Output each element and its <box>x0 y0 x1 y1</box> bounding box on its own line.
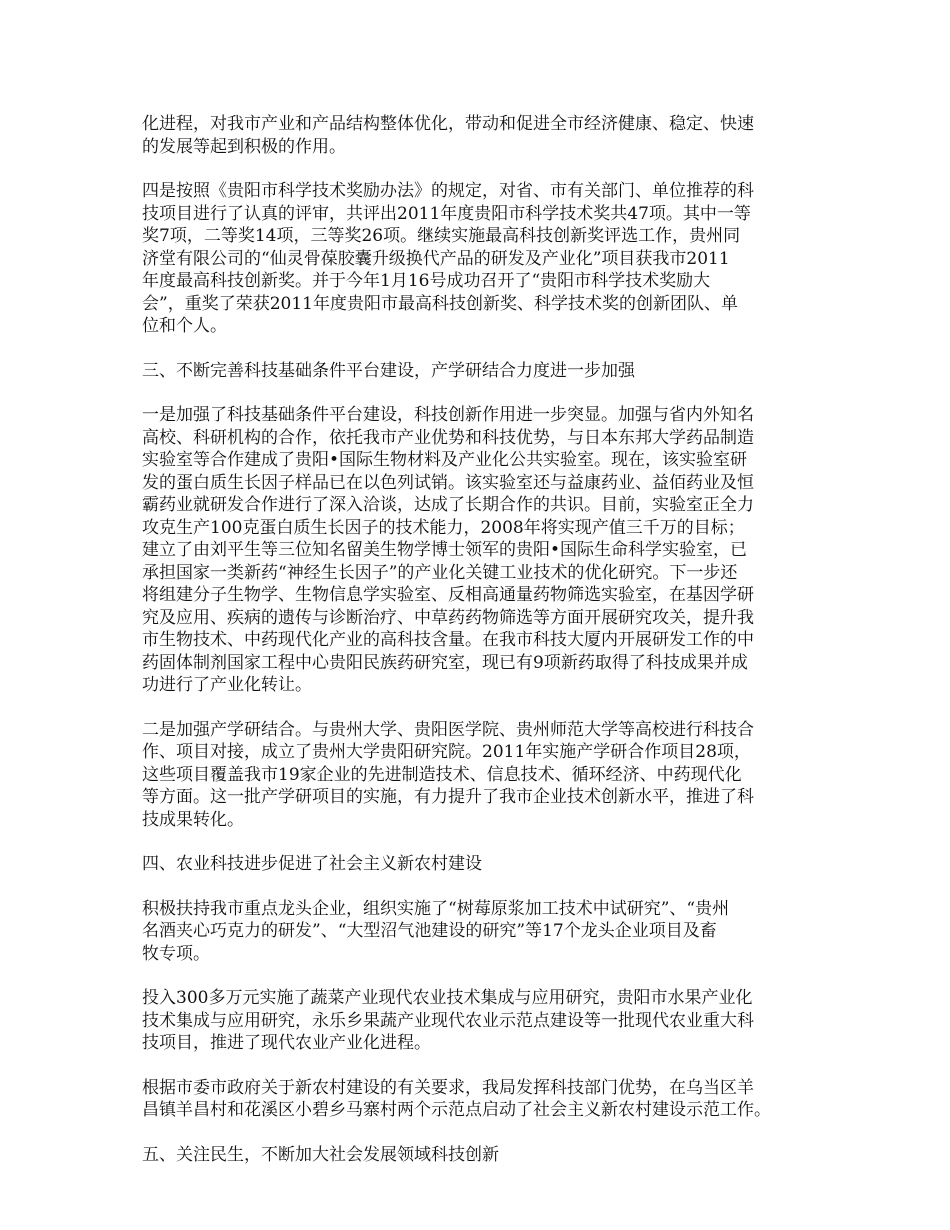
text-line: 积极扶持我市重点龙头企业，组织实施了“树莓原浆加工技术中试研究”、“贵州 <box>142 898 730 919</box>
text-line: 作、项目对接，成立了贵州大学贵阳研究院。2011年实施产学研合作项目28项， <box>142 742 751 762</box>
text-line: 技术集成与应用研究，永乐乡果蔬产业现代农业示范点建设等一批现代农业重大科 <box>142 1010 754 1031</box>
text-line: 实验室等合作建成了贵阳•国际生物材料及产业化公共实验室。现在，该实验室研 <box>142 450 748 470</box>
text-line: 技成果转化。 <box>142 809 244 830</box>
text-line: 技项目，推进了现代农业产业化进程。 <box>142 1033 431 1053</box>
paragraph <box>142 180 832 338</box>
text-line: 奖7项，二等奖14项，三等奖26项。继续实施最高科技创新奖评选工作，贵州同 <box>142 226 741 246</box>
text-line: 药固体制剂国家工程中心贵阳民族药研究室，现已有9项新药取得了科技成果并成 <box>142 652 748 673</box>
paragraph <box>142 1077 832 1122</box>
text-line: 等方面。这一批产学研项目的实施，有力提升了我市企业技术创新水平，推进了科 <box>142 787 754 807</box>
text-line: 化进程，对我市产业和产品结构整体优化，带动和促进全市经济健康、稳定、快速 <box>142 114 754 134</box>
text-line: 四是按照《贵阳市科学技术奖励办法》的规定，对省、市有关部门、单位推荐的科 <box>142 181 754 201</box>
text-line: 牧专项。 <box>142 943 210 964</box>
text-line: 将组建分子生物学、生物信息学实验室、反相高通量药物筛选实验室，在基因学研 <box>142 585 754 605</box>
paragraph <box>142 987 832 1055</box>
paragraph <box>142 113 832 158</box>
text-line: 承担国家一类新药“神经生长因子”的产业化关键工业技术的优化研究。下一步还 <box>142 562 738 583</box>
paragraph <box>142 719 832 832</box>
paragraph <box>142 404 832 697</box>
text-line: 昌镇羊昌村和花溪区小碧乡马寨村两个示范点启动了社会主义新农村建设示范工作。 <box>142 1100 771 1120</box>
text-line: 五、关注民生，不断加大社会发展领域科技创新 <box>142 1144 499 1165</box>
text-line: 攻克生产100克蛋白质生长因子的技术能力，2008年将实现产值三千万的目标； <box>142 517 745 538</box>
section-heading <box>142 360 832 383</box>
text-line: 位和个人。 <box>142 316 227 336</box>
section-heading <box>142 1144 832 1167</box>
text-line: 二是加强产学研结合。与贵州大学、贵阳医学院、贵州师范大学等高校进行科技合 <box>142 719 754 740</box>
text-line: 这些项目覆盖我市19家企业的先进制造技术、信息技术、循环经济、中药现代化 <box>142 764 742 785</box>
text-line: 一是加强了科技基础条件平台建设，科技创新作用进一步突显。加强与省内外知名 <box>142 405 754 425</box>
text-line: 究及应用、疾病的遗传与诊断治疗、中草药药物筛选等方面开展研究攻关，提升我 <box>142 607 754 628</box>
text-line: 会”，重奖了荣获2011年度贵阳市最高科技创新奖、科学技术奖的创新团队、单 <box>142 293 738 314</box>
text-line: 建立了由刘平生等三位知名留美生物学博士领军的贵阳•国际生命科学实验室，已 <box>142 540 748 560</box>
paragraph <box>142 898 832 966</box>
text-line: 霸药业就研发合作进行了深入洽谈，达成了长期合作的共识。目前，实验室正全力 <box>142 495 754 515</box>
text-line: 投入300多万元实施了蔬菜产业现代农业技术集成与应用研究，贵阳市水果产业化 <box>142 988 753 1008</box>
text-line: 高校、科研机构的合作，依托我市产业优势和科技优势，与日本东邦大学药品制造 <box>142 427 754 448</box>
text-line: 三、不断完善科技基础条件平台建设，产学研结合力度进一步加强 <box>142 360 635 381</box>
text-line: 济堂有限公司的“仙灵骨葆胶囊升级换代产品的研发及产业化”项目获我市2011 <box>142 248 730 269</box>
text-line: 年度最高科技创新奖。并于今年1月16号成功召开了“贵阳市科学技术奖励大 <box>142 271 711 291</box>
text-line: 技项目进行了认真的评审，共评出2011年度贵阳市科学技术奖共47项。其中一等 <box>142 203 751 224</box>
section-heading <box>142 853 832 876</box>
text-line: 发的蛋白质生长因子样品已在以色列试销。该实验室还与益康药业、益佰药业及恒 <box>142 472 754 493</box>
text-line: 的发展等起到积极的作用。 <box>142 136 346 157</box>
text-line: 市生物技术、中药现代化产业的高科技含量。在我市科技大厦内开展研发工作的中 <box>142 630 754 650</box>
text-line: 四、农业科技进步促进了社会主义新农村建设 <box>142 854 482 874</box>
text-line: 根据市委市政府关于新农村建设的有关要求，我局发挥科技部门优势，在乌当区羊 <box>142 1077 754 1098</box>
text-line: 功进行了产业化转让。 <box>142 675 312 695</box>
document-body <box>142 113 832 1188</box>
text-line: 名酒夹心巧克力的研发”、“大型沼气池建设的研究”等17个龙头企业项目及畜 <box>142 921 717 941</box>
